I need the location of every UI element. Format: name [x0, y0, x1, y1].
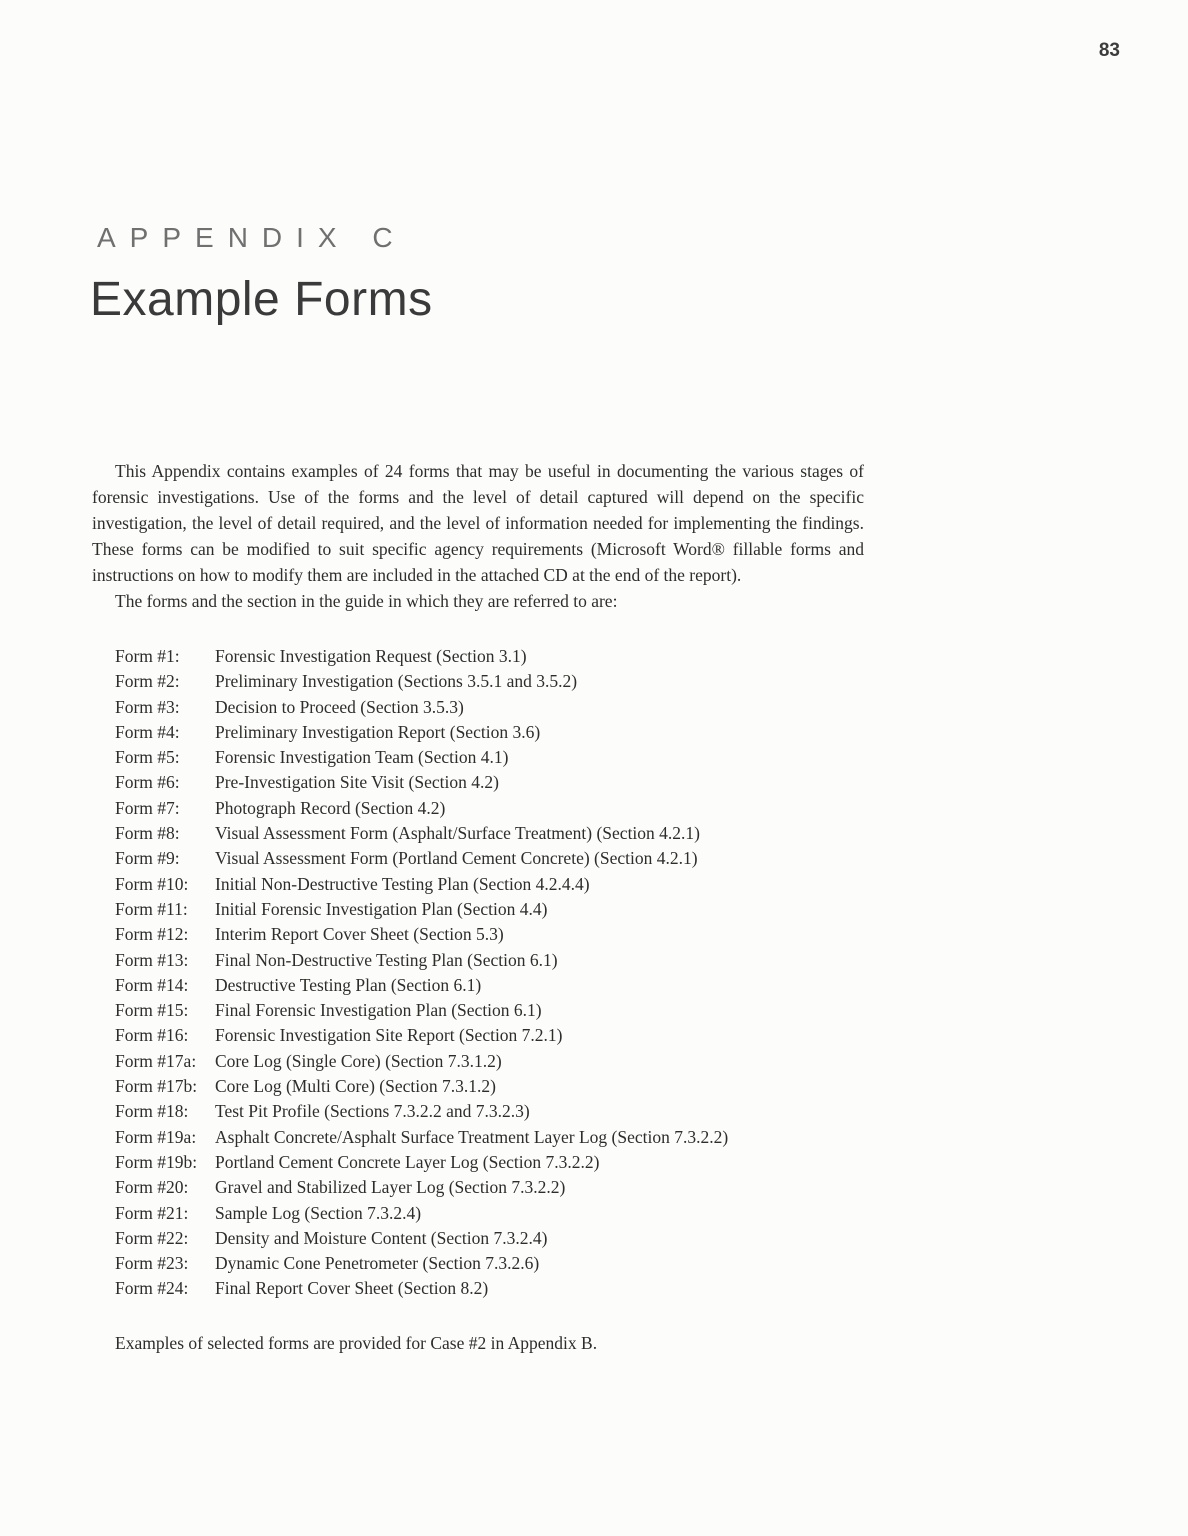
appendix-kicker: APPENDIX C [97, 222, 407, 253]
form-list-item [115, 1150, 864, 1175]
intro-paragraph: This Appendix contains examples of 24 forms that may be useful in documenting the various stages of forensic investigations. Use of the forms and the level of detail captured will depend on the specific investigation, the level of detail required, and the level of information needed for implementing the findings. These forms can be modified to suit specific agency requirements (Microsoft Word® fillable forms and instructions on how to modify them are included in the attached CD at the end of the report). [92, 461, 864, 585]
form-list-item [115, 998, 864, 1023]
form-list-item [115, 922, 864, 947]
form-description: Asphalt Concrete/Asphalt Surface Treatment Layer Log (Section 7.3.2.2) [215, 1126, 729, 1147]
form-number-label: Form #17a: [115, 1050, 197, 1071]
form-description: Final Forensic Investigation Plan (Section 6.1) [215, 1000, 542, 1021]
form-number-label: Form #2: [115, 671, 180, 692]
form-number-label: Form #24: [115, 1278, 189, 1299]
form-number-label: Form #7: [115, 797, 180, 818]
form-list-item [115, 1049, 864, 1074]
form-number-label: Form #11: [115, 898, 188, 919]
form-description: Visual Assessment Form (Portland Cement Concrete) (Section 4.2.1) [215, 848, 698, 869]
form-description: Initial Forensic Investigation Plan (Section 4.4) [215, 898, 548, 919]
form-list-item [115, 695, 864, 720]
form-list-item [115, 846, 864, 871]
form-number-label: Form #14: [115, 974, 189, 995]
forms-list [115, 644, 864, 1302]
form-list-item [115, 1175, 864, 1200]
page-number: 83 [1098, 40, 1120, 61]
lead-in-sentence: The forms and the section in the guide in which they are referred to are: [115, 591, 618, 611]
footer-note: Examples of selected forms are provided for Case #2 in Appendix B. [115, 1332, 598, 1353]
form-list-item [115, 1023, 864, 1048]
form-description: Preliminary Investigation (Sections 3.5.1 and 3.5.2) [215, 671, 578, 692]
form-description: Final Report Cover Sheet (Section 8.2) [215, 1278, 489, 1299]
form-number-label: Form #6: [115, 772, 180, 793]
form-description: Forensic Investigation Site Report (Section 7.2.1) [215, 1025, 563, 1046]
form-list-item [115, 948, 864, 973]
form-list-item [115, 720, 864, 745]
form-description: Initial Non-Destructive Testing Plan (Section 4.2.4.4) [215, 873, 590, 894]
form-description: Preliminary Investigation Report (Section 3.6) [215, 721, 541, 742]
form-list-item [115, 745, 864, 770]
form-number-label: Form #21: [115, 1202, 189, 1223]
form-number-label: Form #16: [115, 1025, 189, 1046]
form-description: Forensic Investigation Request (Section 3.1) [215, 646, 527, 666]
form-description: Portland Cement Concrete Layer Log (Section 7.3.2.2) [215, 1151, 600, 1172]
form-number-label: Form #8: [115, 823, 180, 844]
form-description: Core Log (Multi Core) (Section 7.3.1.2) [215, 1076, 496, 1097]
form-number-label: Form #10: [115, 873, 189, 894]
form-number-label: Form #18: [115, 1101, 189, 1122]
form-number-label: Form #12: [115, 924, 189, 945]
form-number-label: Form #13: [115, 949, 189, 970]
form-number-label: Form #3: [115, 696, 180, 717]
form-description: Decision to Proceed (Section 3.5.3) [215, 696, 464, 717]
form-list-item [115, 669, 864, 694]
form-description: Gravel and Stabilized Layer Log (Section 7.3.2.2) [215, 1177, 566, 1198]
form-number-label: Form #23: [115, 1253, 189, 1274]
form-description: Visual Assessment Form (Asphalt/Surface Treatment) (Section 4.2.1) [215, 823, 701, 844]
form-number-label: Form #20: [115, 1177, 189, 1198]
form-number-label: Form #19b: [115, 1151, 198, 1172]
form-description: Interim Report Cover Sheet (Section 5.3) [215, 924, 504, 945]
form-list-item [115, 770, 864, 795]
form-description: Final Non-Destructive Testing Plan (Section 6.1) [215, 949, 558, 970]
content-column [92, 458, 864, 1356]
form-number-label: Form #19a: [115, 1126, 197, 1147]
form-list-item [115, 821, 864, 846]
form-list-item [115, 897, 864, 922]
form-description: Sample Log (Section 7.3.2.4) [215, 1202, 422, 1223]
form-description: Pre-Investigation Site Visit (Section 4.2) [215, 772, 499, 793]
form-number-label: Form #17b: [115, 1076, 198, 1097]
form-number-label: Form #15: [115, 1000, 189, 1021]
form-list-item [115, 973, 864, 998]
form-description: Photograph Record (Section 4.2) [215, 797, 446, 818]
form-list-item [115, 872, 864, 897]
form-description: Forensic Investigation Team (Section 4.1) [215, 747, 509, 768]
form-number-label: Form #22: [115, 1227, 189, 1248]
form-number-label: Form #1: [115, 646, 180, 666]
form-description: Test Pit Profile (Sections 7.3.2.2 and 7.3.2.3) [215, 1101, 530, 1122]
form-number-label: Form #5: [115, 747, 180, 768]
form-list-item [115, 1251, 864, 1276]
form-list-item [115, 1276, 864, 1301]
form-description: Core Log (Single Core) (Section 7.3.1.2) [215, 1050, 502, 1071]
form-list-item [115, 1074, 864, 1099]
form-list-item [115, 1125, 864, 1150]
form-number-label: Form #4: [115, 721, 180, 742]
form-list-item [115, 1099, 864, 1124]
form-list-item [115, 1226, 864, 1251]
form-description: Dynamic Cone Penetrometer (Section 7.3.2.6) [215, 1253, 540, 1274]
page-title: Example Forms [90, 273, 433, 326]
form-list-item [115, 644, 864, 669]
form-number-label: Form #9: [115, 848, 180, 869]
form-list-item [115, 796, 864, 821]
form-description: Density and Moisture Content (Section 7.3.2.4) [215, 1227, 548, 1248]
form-list-item [115, 1201, 864, 1226]
form-description: Destructive Testing Plan (Section 6.1) [215, 974, 482, 995]
